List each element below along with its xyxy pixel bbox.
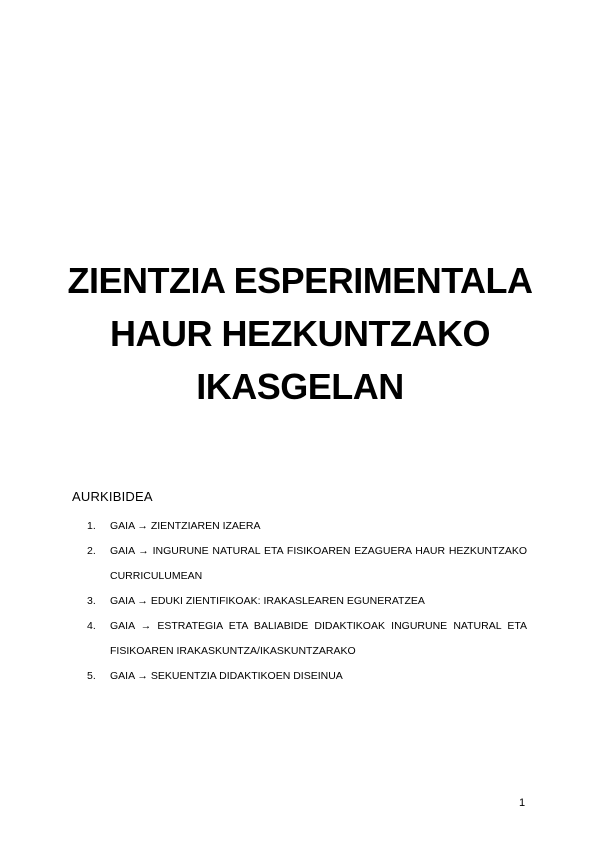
- toc-item-5: [87, 664, 527, 689]
- toc-item-text: GAIA → INGURUNE NATURAL ETA FISIKOAREN EZAGUERA HAUR HEZKUNTZAKO CURRICULUMEAN: [110, 545, 527, 582]
- toc-item-number: 4.: [87, 620, 96, 632]
- toc-heading: AURKIBIDEA: [72, 489, 153, 504]
- toc-item-text: GAIA → ESTRATEGIA ETA BALIABIDE DIDAKTIKOAK INGURUNE NATURAL ETA FISIKOAREN IRAKASKUNTZA/IKASKUNTZARAKO: [110, 620, 527, 657]
- toc-item-4: [87, 614, 527, 664]
- toc-item-text: GAIA → ZIENTZIAREN IZAERA: [110, 520, 261, 532]
- toc-item-number: 2.: [87, 545, 96, 557]
- toc-item-3: [87, 589, 527, 614]
- document-title: [0, 254, 600, 413]
- toc-item-number: 5.: [87, 670, 96, 682]
- toc-item-text: GAIA → SEKUENTZIA DIDAKTIKOEN DISEINUA: [110, 670, 343, 682]
- page-number: 1: [519, 797, 526, 809]
- toc-item-number: 1.: [87, 520, 96, 532]
- toc-item-number: 3.: [87, 595, 96, 607]
- table-of-contents: [87, 514, 527, 689]
- toc-item-text: GAIA → EDUKI ZIENTIFIKOAK: IRAKASLEAREN EGUNERATZEA: [110, 595, 425, 607]
- toc-item-1: [87, 514, 527, 539]
- title-line-3: IKASGELAN: [196, 366, 404, 408]
- toc-item-2: [87, 539, 527, 589]
- title-line-2: HAUR HEZKUNTZAKO: [110, 313, 490, 355]
- title-line-1: ZIENTZIA ESPERIMENTALA: [67, 260, 533, 302]
